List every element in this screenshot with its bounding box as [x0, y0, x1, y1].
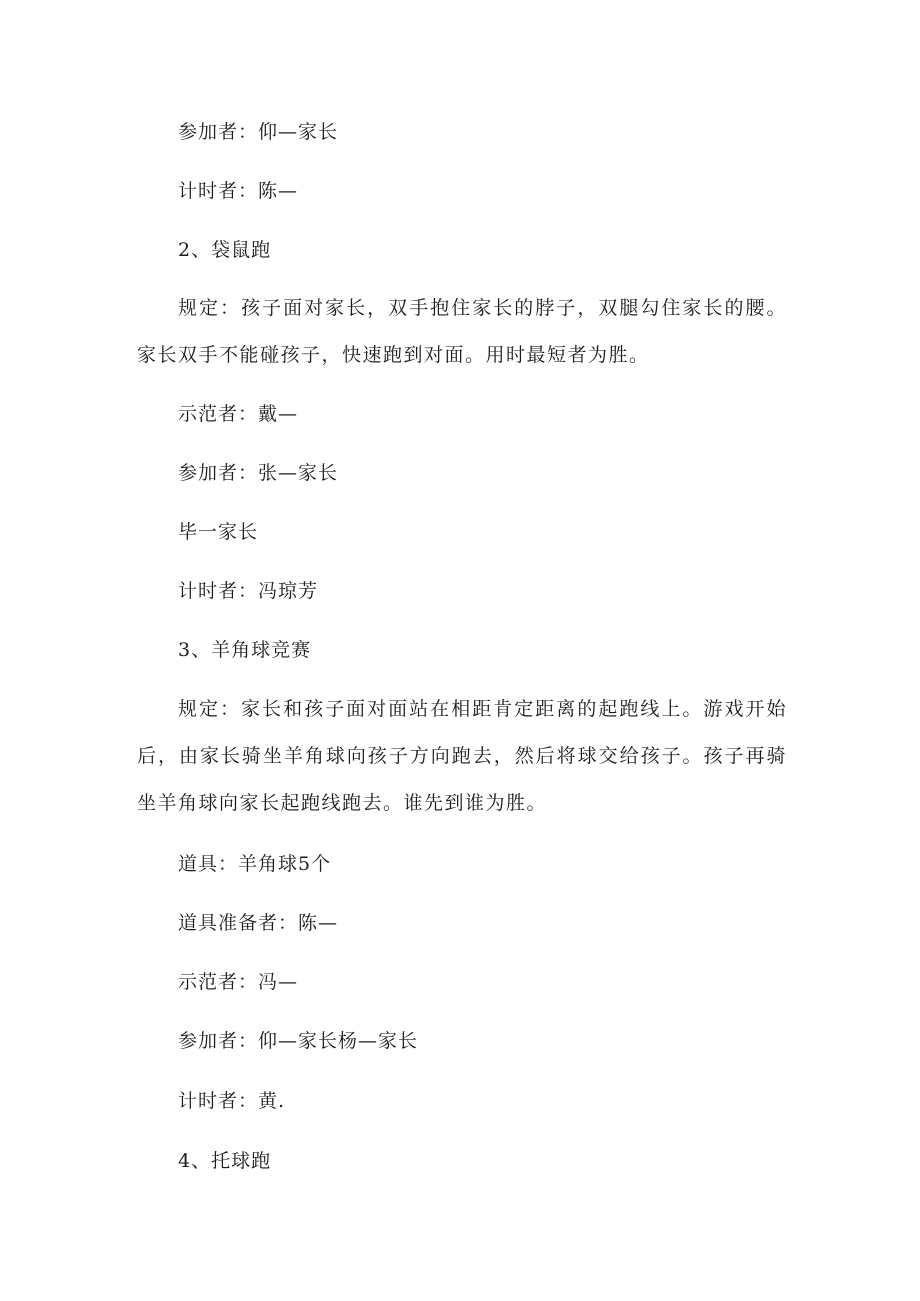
section-heading-kangaroo-run: 2、袋鼠跑	[178, 239, 272, 261]
section-heading-ball-carry-run: 4、托球跑	[178, 1150, 272, 1172]
props-line: 道具：羊角球5个	[178, 853, 332, 875]
props-preparer-line: 道具准备者：陈—	[178, 912, 339, 934]
timer-line: 计时者：黄.	[178, 1090, 286, 1112]
timer-line: 计时者：冯琼芳	[178, 580, 319, 602]
demonstrator-line: 示范者：冯—	[178, 971, 299, 993]
section-heading-hoppity-ball-race: 3、羊角球竞赛	[178, 639, 312, 661]
participants-line-continued: 毕一家长	[178, 521, 259, 543]
timer-line: 计时者：陈—	[178, 180, 299, 202]
demonstrator-line: 示范者：戴—	[178, 403, 299, 425]
participants-line: 参加者：仰—家长杨—家长	[178, 1030, 419, 1052]
participants-line: 参加者：张—家长	[178, 462, 339, 484]
rules-paragraph-kangaroo-run: 规定：孩子面对家长，双手抱住家长的脖子，双腿勾住家长的腰。家长双手不能碰孩子，快速跑到对面。用时最短者为胜。	[137, 297, 787, 366]
participants-line: 参加者：仰—家长	[178, 121, 339, 143]
rules-paragraph-hoppity-ball-race: 规定：家长和孩子面对面站在相距肯定距离的起跑线上。游戏开始后，由家长骑坐羊角球向孩子方向跑去，然后将球交给孩子。孩子再骑坐羊角球向家长起跑线跑去。谁先到谁为胜。	[137, 698, 787, 814]
